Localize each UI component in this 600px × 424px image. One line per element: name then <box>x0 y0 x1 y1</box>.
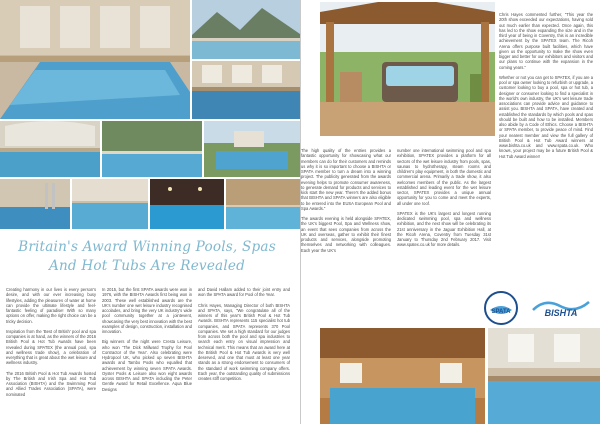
paragraph: In 2015, but the first SPATA awards were won in 1976, with the BISHTA Awards first being won in 2003. These well established awards are the UK's number one wet leisure industry recognised accolades, and bring the very UK industry's wide pool community together at a jointevent, showcasing the very best innovation with the best examples of design, construction, installation and innovation. <box>102 287 192 334</box>
article-column-6 <box>499 12 593 164</box>
paragraph: Chris Hayes commented further, "This year the 20th show exceeded our expectations, having sold out much earlier than expected. Once again, this has led to the show expanding the size and in the third year of being in Coventry, this is an incredible achievement by the SPATEX team. The Ricoh Arena offers purpose built facilities, which have given us the opportunity to make the show even bigger and better for our exhibitors and visitors and our plans to continue with the expansion in the coming years." <box>499 12 593 70</box>
paragraph: Creating harmony in our lives is every person's desire, and with our ever increasing busy lifestyles, adding the pleasures of water at home can provide the ultimate lifestyle and feel-fantastic feeling of paradise! With so many options on offer, making the right choice can be a tricky decision. <box>6 287 96 324</box>
article-column-4 <box>301 148 391 258</box>
villa-pool-photo <box>102 121 202 177</box>
article-column-3 <box>198 287 290 386</box>
right-page <box>301 0 600 424</box>
gazebo-hot-tub-photo <box>320 2 495 136</box>
spata-logo <box>480 290 522 326</box>
article-column-2 <box>102 287 192 397</box>
paragraph: and David Hallam added to their joint entry and won the SPATA award for Pool of the Year. <box>198 287 290 298</box>
wooden-pool-house-photo <box>320 328 485 424</box>
paragraph: Big winners of the night were Cresta Leisure, who won 'The Dick Millward Trophy for Pool Contractor of the Year'. Also celebrating were Hydropool UK, who picked up seven BISHTA awards and Tambo Pools who equalled that achievement by winning seven SPATA Awards. Oyster Pools & Leisure also won eight awards across BISHTA and SPATA including the Peter Gentle Award for Retail Excellence. Aqua Blue Designs <box>102 339 192 392</box>
bishta-logo <box>530 292 592 320</box>
outdoor-pool-photo <box>192 0 300 59</box>
paragraph: Whether or not you can get to SPATEX, if you are a pool or spa owner looking to refurbish or upgrade, a customer looking to buy a pool, spa or hot tub, a designer or consumer looking to find a specialist in the world's own industry, the UK's wet leisure trade associations can provide advice and guidance to assist you. BISHTA and SPATA, have created and established the standards by which pools and spas should be built and how to be installed. Members also abide by a Code of Ethics. Choose a BISHTA or SPATA member, to provide peace of mind. Find your nearest member and view the full gallery of British Pool & Hot Tub Award winners at www.bishta.co.uk and www.spata.co.uk. Who knows, your project may be a future British Pool & Hot Tub Award winner! <box>499 74 593 159</box>
paragraph: Inspiration from the 'Best of British' pool and spa companies is at hand, as the winners of the 2016 British Pool & Hot Tub Awards have been revealed during SPATEX (the annual pool, spa and wellness trade show), a celebration of everything that is great about the wet leisure and wellness industry. <box>6 328 96 366</box>
paragraph: number one international swimming pool and spa exhibition, SPATEX provides a platform for all sectors of the wet leisure industry from pools, spas, saunas to hydrotherapy, steam rooms and children's play equipment, in both the domestic and commercial arena. Primarily a trade show, it also welcomes members of the public. As the largest established and leading event for the wet leisure sector, SPATEX provides a unique annual opportunity for you to come and meet the experts, all under one roof. <box>397 148 491 206</box>
article-column-5 <box>397 148 491 253</box>
paragraph: The awards evening is held alongside SPATEX, the UK's biggest Pool, Spa and Wellness show, an event that sees companies from across the UK and overseas, gather to exhibit their finest products and services, alongside promoting themselves and networking with colleagues. Each year the UK's <box>301 216 391 253</box>
garden-pool-photo <box>204 121 300 177</box>
indoor-lap-pool-photo <box>226 179 300 229</box>
leisure-pool-photo <box>72 179 148 229</box>
pool-room-photo <box>192 61 300 119</box>
headline: Britain's Award Winning Pools, Spas And Hot Tubs Are Revealed <box>18 239 276 274</box>
spa-pool-photo <box>0 121 100 177</box>
article-column-1 <box>6 287 96 402</box>
basement-pool-photo <box>150 179 224 229</box>
paragraph: The 2016 British Pool & Hot Tub Awards hosted by The British and Irish Spa and Hot Tub Association (BISHTA) and the Swimming Pool and Allied Trades Association (SPATA), were nominated <box>6 370 96 397</box>
indoor-pool-photo <box>0 0 190 119</box>
paragraph: SPATEX is the UK's largest and longest running dedicated swimming pool, spa and wellness exhibition, and the next show will be celebrating its 21st anniversary in the Jaguar Exhibition Hall, at the Ricoh Arena, Coventry from Tuesday 31st January to Thursday 2nd February 2017. Visit www.spatex.co.uk for more details. <box>397 210 491 248</box>
paragraph: Chris Hayes, Managing Director of both BISHTA and SPATA, says, "We congratulate all of the winners of this year's British Pool & Hot Tub Awards. BISHTA represents 115 specialist hot tub companies, and SPATA represents 370 Pool companies. We set a high standard for our judges from across both the pool and spa industries to search each entry on visual impression and technical merit. This means that an award here at the British Pool & Hot Tub Awards is very well deserved, and one that must at least one year stands as a strong endorsement to consumers of the standard of work swimming company offers. Each year, the outstanding quality of submissions creates stiff competition. <box>198 302 290 381</box>
paragraph: The high quality of the entries provides a fantastic opportunity for showcasing what our members can do for their customers and reminds us why it is so important to choose a BISHTA or SPATA member to turn a dream into a winning project. The publicity generated from the awards evening helps to promote consumer awareness, to generate demand for products and services to kick start the new year. There's the added bonus that BISHTA and SPATA winners are also eligible to be entered into the EUSA European Pool and Spa Awards." <box>301 148 391 211</box>
svg-text:BISHTA: BISHTA <box>544 308 578 318</box>
hydrotherapy-pool-photo <box>0 179 70 229</box>
svg-text:SPATA: SPATA <box>491 309 511 315</box>
indoor-spa-photo <box>488 328 600 424</box>
